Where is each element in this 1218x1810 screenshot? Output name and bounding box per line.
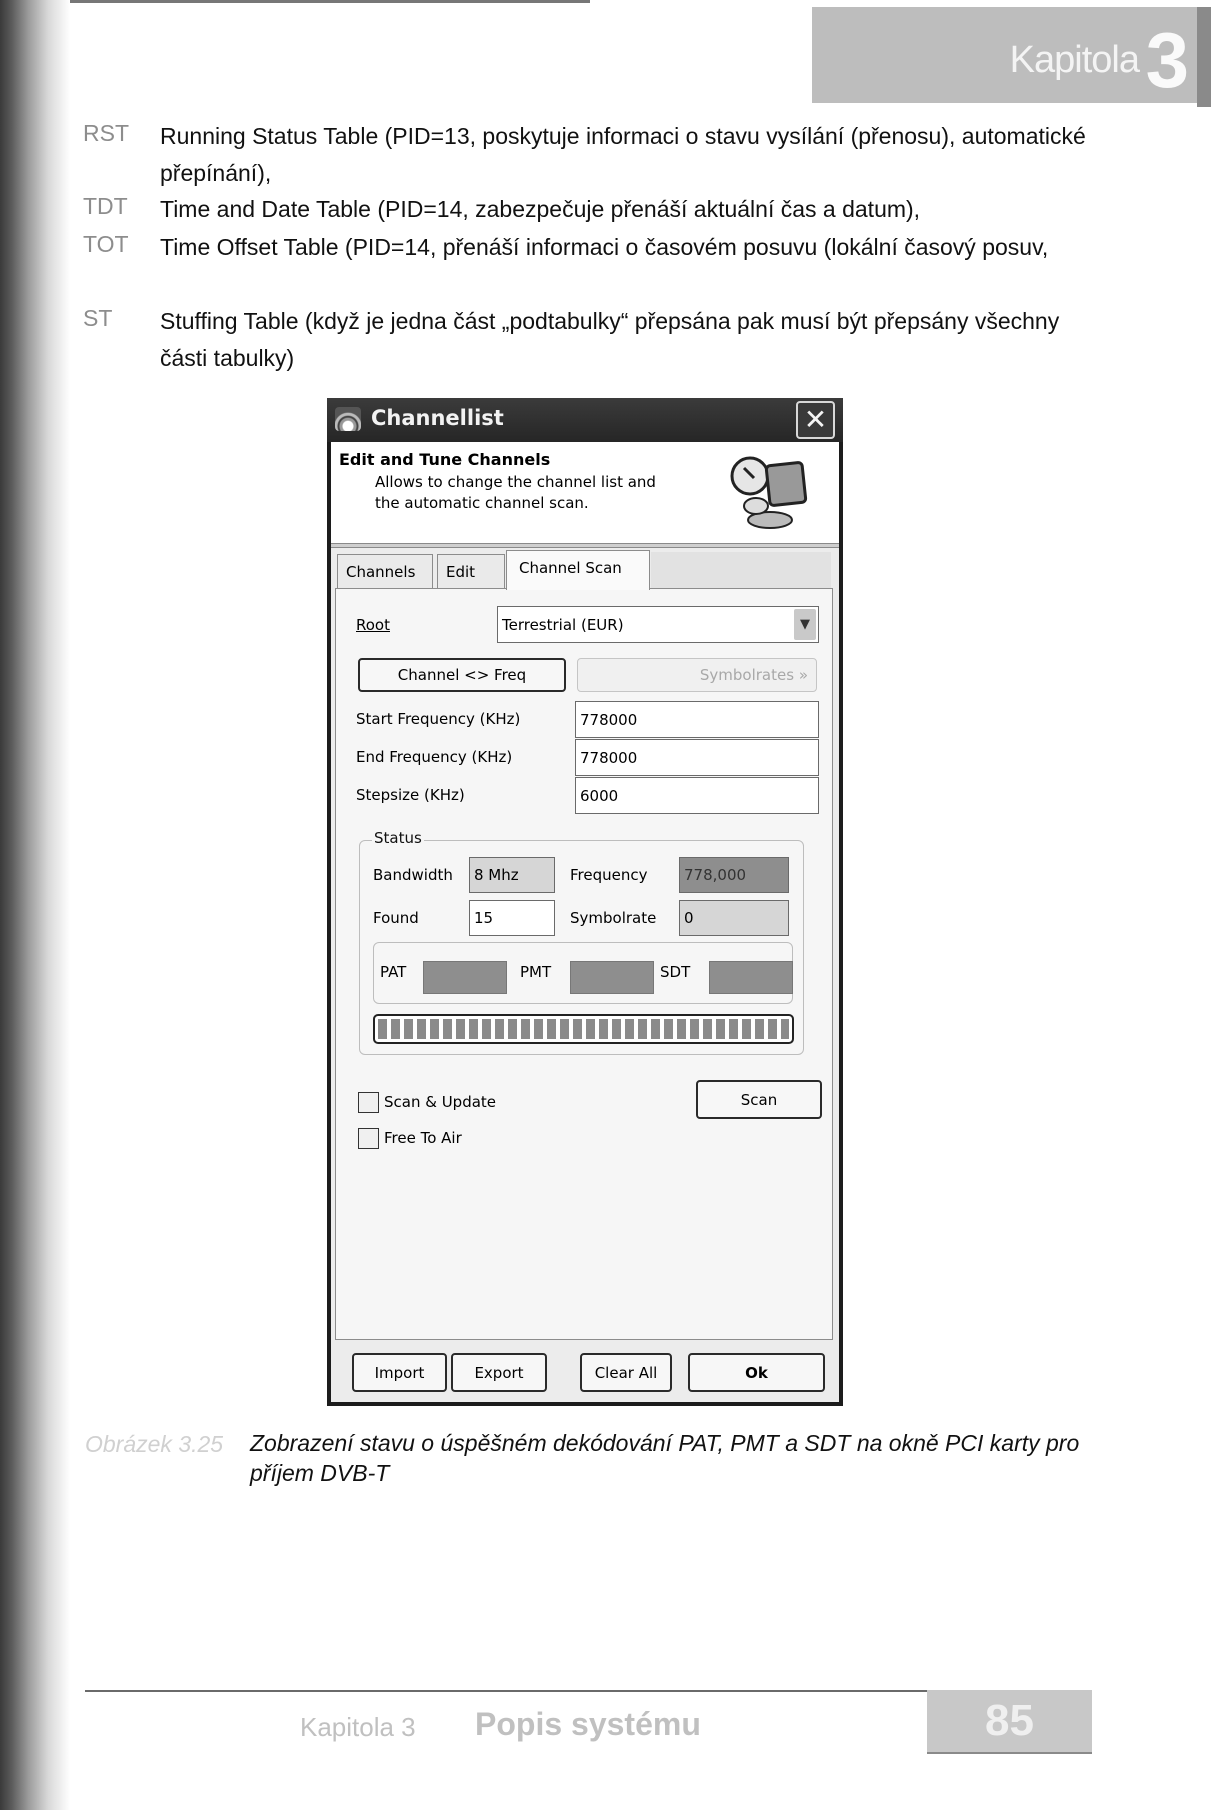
footer-title: Popis systému — [475, 1706, 701, 1742]
sdt-indicator — [709, 961, 793, 994]
frequency-value: 778,000 — [679, 857, 789, 893]
tab-channels[interactable]: Channels — [337, 554, 433, 588]
channel-freq-button[interactable]: Channel <> Freq — [358, 658, 566, 692]
pat-label: PAT — [380, 963, 407, 981]
chevron-down-icon[interactable]: ▼ — [794, 609, 816, 640]
root-select-value: Terrestrial (EUR) — [502, 615, 624, 634]
pmt-indicator — [570, 961, 654, 994]
tab-channel-scan[interactable]: Channel Scan — [506, 550, 650, 590]
tab-strip-fill — [651, 552, 831, 588]
root-label: Root — [356, 616, 390, 634]
symbolrate-value: 0 — [679, 900, 789, 936]
sdt-label: SDT — [660, 963, 691, 981]
channel-scan-panel — [335, 588, 833, 1340]
definition-text: Time and Date Table (PID=14, zabezpečuje přenáší aktuální čas a datum), — [160, 196, 921, 222]
scan-update-checkbox[interactable] — [358, 1092, 379, 1113]
pmt-label: PMT — [520, 963, 552, 981]
definition-text: Time Offset Table (PID=14, přenáší informaci o časovém posuvu (lokální časový posuv, — [160, 234, 1049, 260]
satellite-monitor-icon — [728, 450, 812, 530]
figure-caption: Zobrazení stavu o úspěšném dekódování PAT, PMT a SDT na okně PCI karty pro příjem DVB-T — [250, 1430, 1080, 1486]
signal-icon — [335, 407, 361, 431]
frequency-label: Frequency — [570, 866, 648, 884]
header-title: Edit and Tune Channels — [339, 450, 551, 469]
symbolrate-label: Symbolrate — [570, 909, 657, 927]
page-number: 85 — [985, 1696, 1034, 1745]
dialog-header — [331, 442, 839, 543]
chapter-number: 3 — [1145, 16, 1189, 104]
stepsize-input[interactable]: 6000 — [575, 777, 819, 814]
header-description: Allows to change the channel list and the automatic channel scan. — [375, 473, 656, 512]
definition-text: Stuffing Table (když je jedna část „podtabulky“ přepsána pak musí být přepsány všechny části tabulky) — [160, 308, 1060, 371]
found-value: 15 — [469, 900, 555, 936]
definition-text: Running Status Table (PID=13, poskytuje informaci o stavu vysílání (přenosu), automatické přepínání), — [160, 123, 1086, 186]
table-status-group — [373, 942, 793, 1004]
footer-rule — [85, 1690, 927, 1692]
chapter-tab — [812, 7, 1197, 103]
tab-edit[interactable]: Edit — [437, 554, 505, 588]
chapter-word: Kapitola — [1009, 39, 1139, 81]
import-button[interactable]: Import — [352, 1353, 447, 1392]
definition-abbr: ST — [83, 305, 113, 331]
end-frequency-input[interactable]: 778000 — [575, 739, 819, 776]
figure-number: Obrázek 3.25 — [85, 1431, 224, 1457]
pat-indicator — [423, 961, 507, 994]
status-group — [359, 829, 804, 1055]
dialog-title: Channellist — [371, 406, 504, 430]
ok-button[interactable]: Ok — [688, 1353, 825, 1392]
bandwidth-label: Bandwidth — [373, 866, 453, 884]
found-label: Found — [373, 909, 419, 927]
scan-update-label: Scan & Update — [384, 1093, 497, 1111]
bandwidth-value: 8 Mhz — [469, 857, 555, 893]
stepsize-label: Stepsize (KHz) — [356, 786, 465, 804]
clear-all-button[interactable]: Clear All — [580, 1353, 672, 1392]
scan-button[interactable]: Scan — [696, 1080, 822, 1119]
page-binding-shadow — [0, 0, 70, 1810]
start-frequency-input[interactable]: 778000 — [575, 701, 819, 738]
definition-abbr: TOT — [83, 231, 129, 257]
free-to-air-label: Free To Air — [384, 1129, 462, 1147]
export-button[interactable]: Export — [451, 1353, 547, 1392]
chapter-tab-edge — [1197, 7, 1211, 107]
root-select[interactable] — [497, 606, 819, 643]
end-frequency-label: End Frequency (KHz) — [356, 748, 513, 766]
footer-chapter: Kapitola 3 — [300, 1712, 416, 1742]
close-button[interactable]: ✕ — [796, 401, 835, 439]
status-legend: Status — [374, 829, 422, 847]
definition-abbr: TDT — [83, 193, 128, 219]
symbolrates-button[interactable]: Symbolrates » — [577, 658, 817, 692]
scan-progress-fill — [378, 1019, 789, 1039]
scan-progress-bar — [373, 1014, 794, 1044]
channellist-dialog — [327, 398, 843, 1406]
top-rule — [70, 0, 590, 3]
title-bar[interactable] — [327, 398, 843, 442]
definition-abbr: RST — [83, 120, 129, 146]
page-number-box — [927, 1690, 1092, 1754]
free-to-air-checkbox[interactable] — [358, 1128, 379, 1149]
dialog-body — [331, 548, 839, 1402]
start-frequency-label: Start Frequency (KHz) — [356, 710, 521, 728]
